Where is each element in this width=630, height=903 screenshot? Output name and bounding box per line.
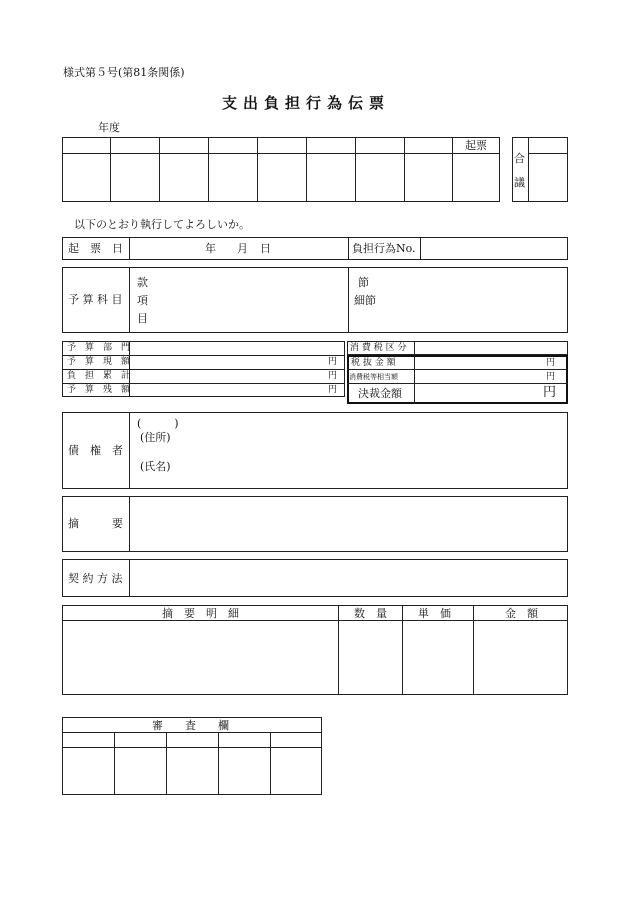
- yen-kessai: 円: [543, 385, 557, 400]
- gougi-label-2: 議: [514, 176, 525, 189]
- details-price-header: 単 価: [418, 607, 451, 620]
- form-number: 様式第５号(第81条関係): [63, 66, 185, 79]
- summary-box: [62, 496, 568, 552]
- kessai-label: 決裁金額: [358, 387, 402, 400]
- yosan-genkaku-label: 予 算 現 額: [67, 357, 131, 367]
- budget-subject-label: 予 算 科 目: [68, 293, 123, 306]
- kou-label: 項: [137, 294, 148, 307]
- moku-label: 目: [137, 312, 148, 325]
- tax-category-label: 消 費 税 区 分: [350, 343, 407, 353]
- saisetsu-label: 細節: [354, 294, 376, 307]
- fiscal-year-label: 年度: [98, 121, 120, 134]
- approval-stamp-grid: [62, 137, 500, 202]
- yen-zeinuki: 円: [546, 358, 556, 368]
- details-qty-header: 数 量: [354, 607, 387, 620]
- shohizei-label: 消費税等相当額: [349, 373, 398, 381]
- yen-genkaku: 円: [328, 357, 338, 367]
- creditor-name-label: (氏名): [140, 460, 171, 473]
- kan-label: 款: [137, 276, 148, 289]
- yen-shohizei: 円: [546, 372, 556, 382]
- kihyo-date-row: [62, 237, 568, 260]
- form-title: 支出負担行為伝票: [222, 94, 391, 112]
- setsu-label: 節: [358, 276, 369, 289]
- summary-label: 摘 要: [68, 517, 123, 530]
- year-label: 年: [205, 242, 216, 255]
- review-label: 審 査 欄: [152, 719, 229, 732]
- gougi-label-1: 合: [514, 152, 525, 165]
- month-label: 月: [237, 242, 248, 255]
- day-label: 日: [260, 242, 271, 255]
- yen-zangaku: 円: [328, 385, 338, 395]
- contract-method-label: 契 約 方 法: [68, 572, 123, 585]
- kihyo-date-label: 起 票 日: [68, 242, 123, 255]
- zeinuki-label: 税 抜 金 額: [351, 358, 396, 368]
- creditor-label: 債 権 者: [68, 444, 123, 457]
- details-desc-header: 摘 要 明 細: [162, 607, 239, 620]
- yen-ruikei: 円: [328, 371, 338, 381]
- gougi-box: [512, 137, 568, 202]
- creditor-address-label: (住所): [140, 431, 171, 444]
- contract-method-box: [62, 559, 568, 597]
- details-table: [62, 605, 568, 695]
- details-amount-header: 金 額: [505, 607, 538, 620]
- yosan-zangaku-label: 予 算 残 額: [67, 385, 131, 395]
- creditor-paren: ( ): [137, 417, 179, 430]
- kihyo-stamp-label: 起票: [465, 139, 487, 152]
- ftk-no-label: 負担行為No.: [352, 242, 416, 255]
- yosan-bumon-label: 予 算 部 門: [67, 343, 131, 353]
- intro-text: 以下のとおり執行してよろしいか。: [74, 218, 250, 231]
- futan-ruikei-label: 負 担 累 計: [67, 371, 131, 381]
